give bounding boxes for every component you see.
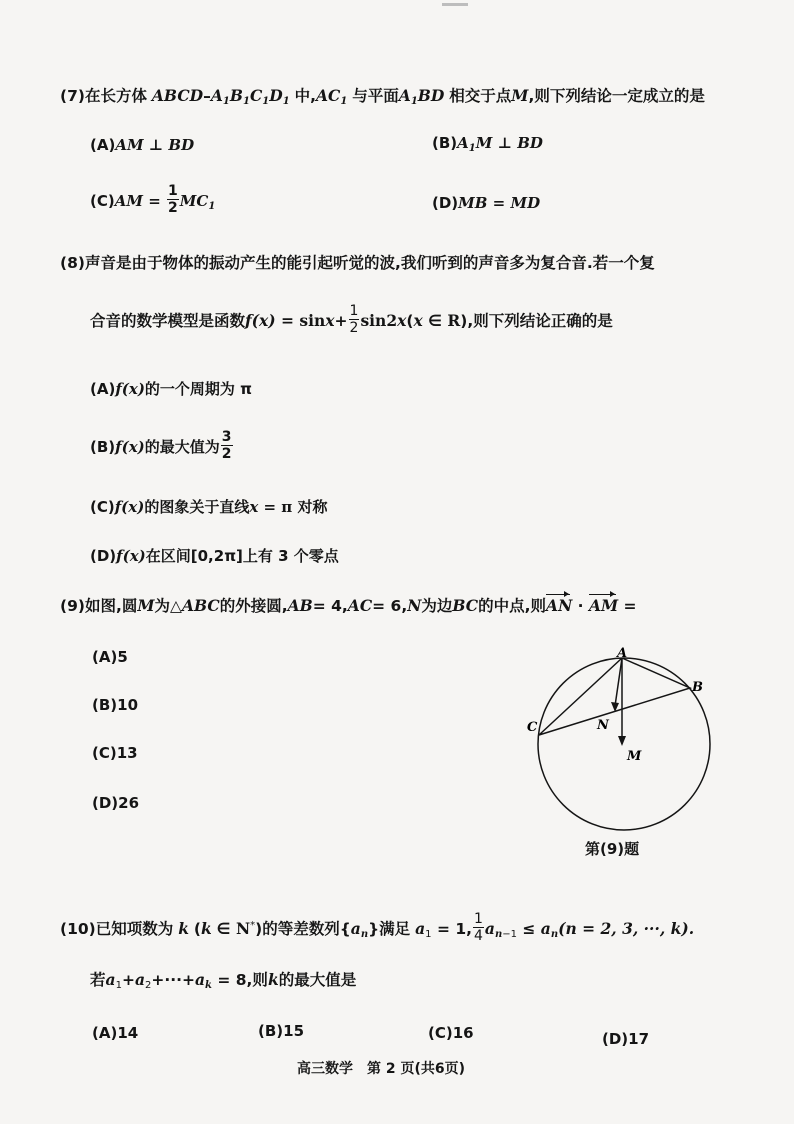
q10-stem-line2: 若$a_1+a_2+\cdot\cdot\cdot+a_k = 8$,则k的最大值是 bbox=[90, 970, 357, 991]
q9-stem: (9)如图,圆M为△ABC的外接圆,AB= 4,AC= 6,N为边BC的中点,则AN · AM = bbox=[60, 596, 637, 615]
label-a: A bbox=[617, 646, 628, 661]
q8-option-a: (A)f(x)的一个周期为 π bbox=[90, 380, 253, 398]
q7-option-d: (D)MB = MD bbox=[432, 194, 541, 212]
q10-option-b: (B)15 bbox=[258, 1022, 305, 1040]
q7-option-c: (C)AM = $\frac{1}{2}$ $MC_1$ bbox=[90, 183, 216, 216]
q8-option-d: (D)f(x)在区间[0,2π]上有 3 个零点 bbox=[90, 547, 339, 565]
q10-stem-line1: (10)已知项数为 k (k ∈ N*)的等差数列$\{a_n\}$满足 $a_1 = 1$, $\frac{1}{4}$ $a_{n-1} \le a_n(n = 2$, 3, ···, k). bbox=[60, 911, 695, 944]
q10-option-d: (D)17 bbox=[602, 1030, 650, 1048]
scan-mark bbox=[442, 3, 468, 6]
q8-stem-line1: (8)声音是由于物体的振动产生的能引起听觉的波,我们听到的声音多为复合音.若一个复 bbox=[60, 254, 655, 272]
label-b: B bbox=[692, 680, 703, 695]
q10-option-c: (C)16 bbox=[428, 1024, 474, 1042]
label-n: N bbox=[597, 718, 609, 733]
q9-option-c: (C)13 bbox=[92, 744, 138, 762]
q8-stem-line2: 合音的数学模型是函数f(x) = sinx+ $\frac{1}{2}$ sin2x(x ∈ R),则下列结论正确的是 bbox=[90, 303, 613, 336]
page-footer: 高三数学 第 2 页(共6页) bbox=[297, 1061, 466, 1077]
q8-option-b: (B)f(x)的最大值为 $\frac{3}{2}$ bbox=[90, 429, 232, 462]
q9-option-a: (A)5 bbox=[92, 648, 128, 666]
fraction-three-halves: $\frac{3}{2}$ bbox=[221, 429, 232, 462]
q7-option-a: (A)AM ⊥ BD bbox=[90, 136, 195, 154]
q7-stem: (7)在长方体 ABCD–$A_1B_1C_1D_1$ 中$,AC_1$ 与平面$A_1BD$ 相交于点M,则下列结论一定成立的是 bbox=[60, 86, 705, 107]
vector-am-arrowhead bbox=[618, 736, 626, 746]
fraction-half: $\frac{1}{2}$ bbox=[168, 183, 178, 216]
q7-option-b: $(B)A_1M$ ⊥ BD bbox=[432, 134, 543, 154]
q9-option-b: (B)10 bbox=[92, 696, 139, 714]
q9-option-d: (D)26 bbox=[92, 794, 140, 812]
circle-triangle-figure bbox=[520, 640, 720, 840]
figure-caption: 第(9)题 bbox=[585, 840, 640, 858]
vector-an bbox=[615, 658, 622, 706]
label-m: M bbox=[627, 749, 642, 764]
fraction-half: $\frac{1}{2}$ bbox=[349, 303, 359, 336]
fraction-quarter: $\frac{1}{4}$ bbox=[474, 911, 483, 944]
label-c: C bbox=[527, 720, 538, 735]
circumcircle bbox=[538, 658, 710, 830]
q8-option-c: (C)f(x)的图象关于直线x = π 对称 bbox=[90, 498, 328, 516]
q10-option-a: (A)14 bbox=[92, 1024, 139, 1042]
